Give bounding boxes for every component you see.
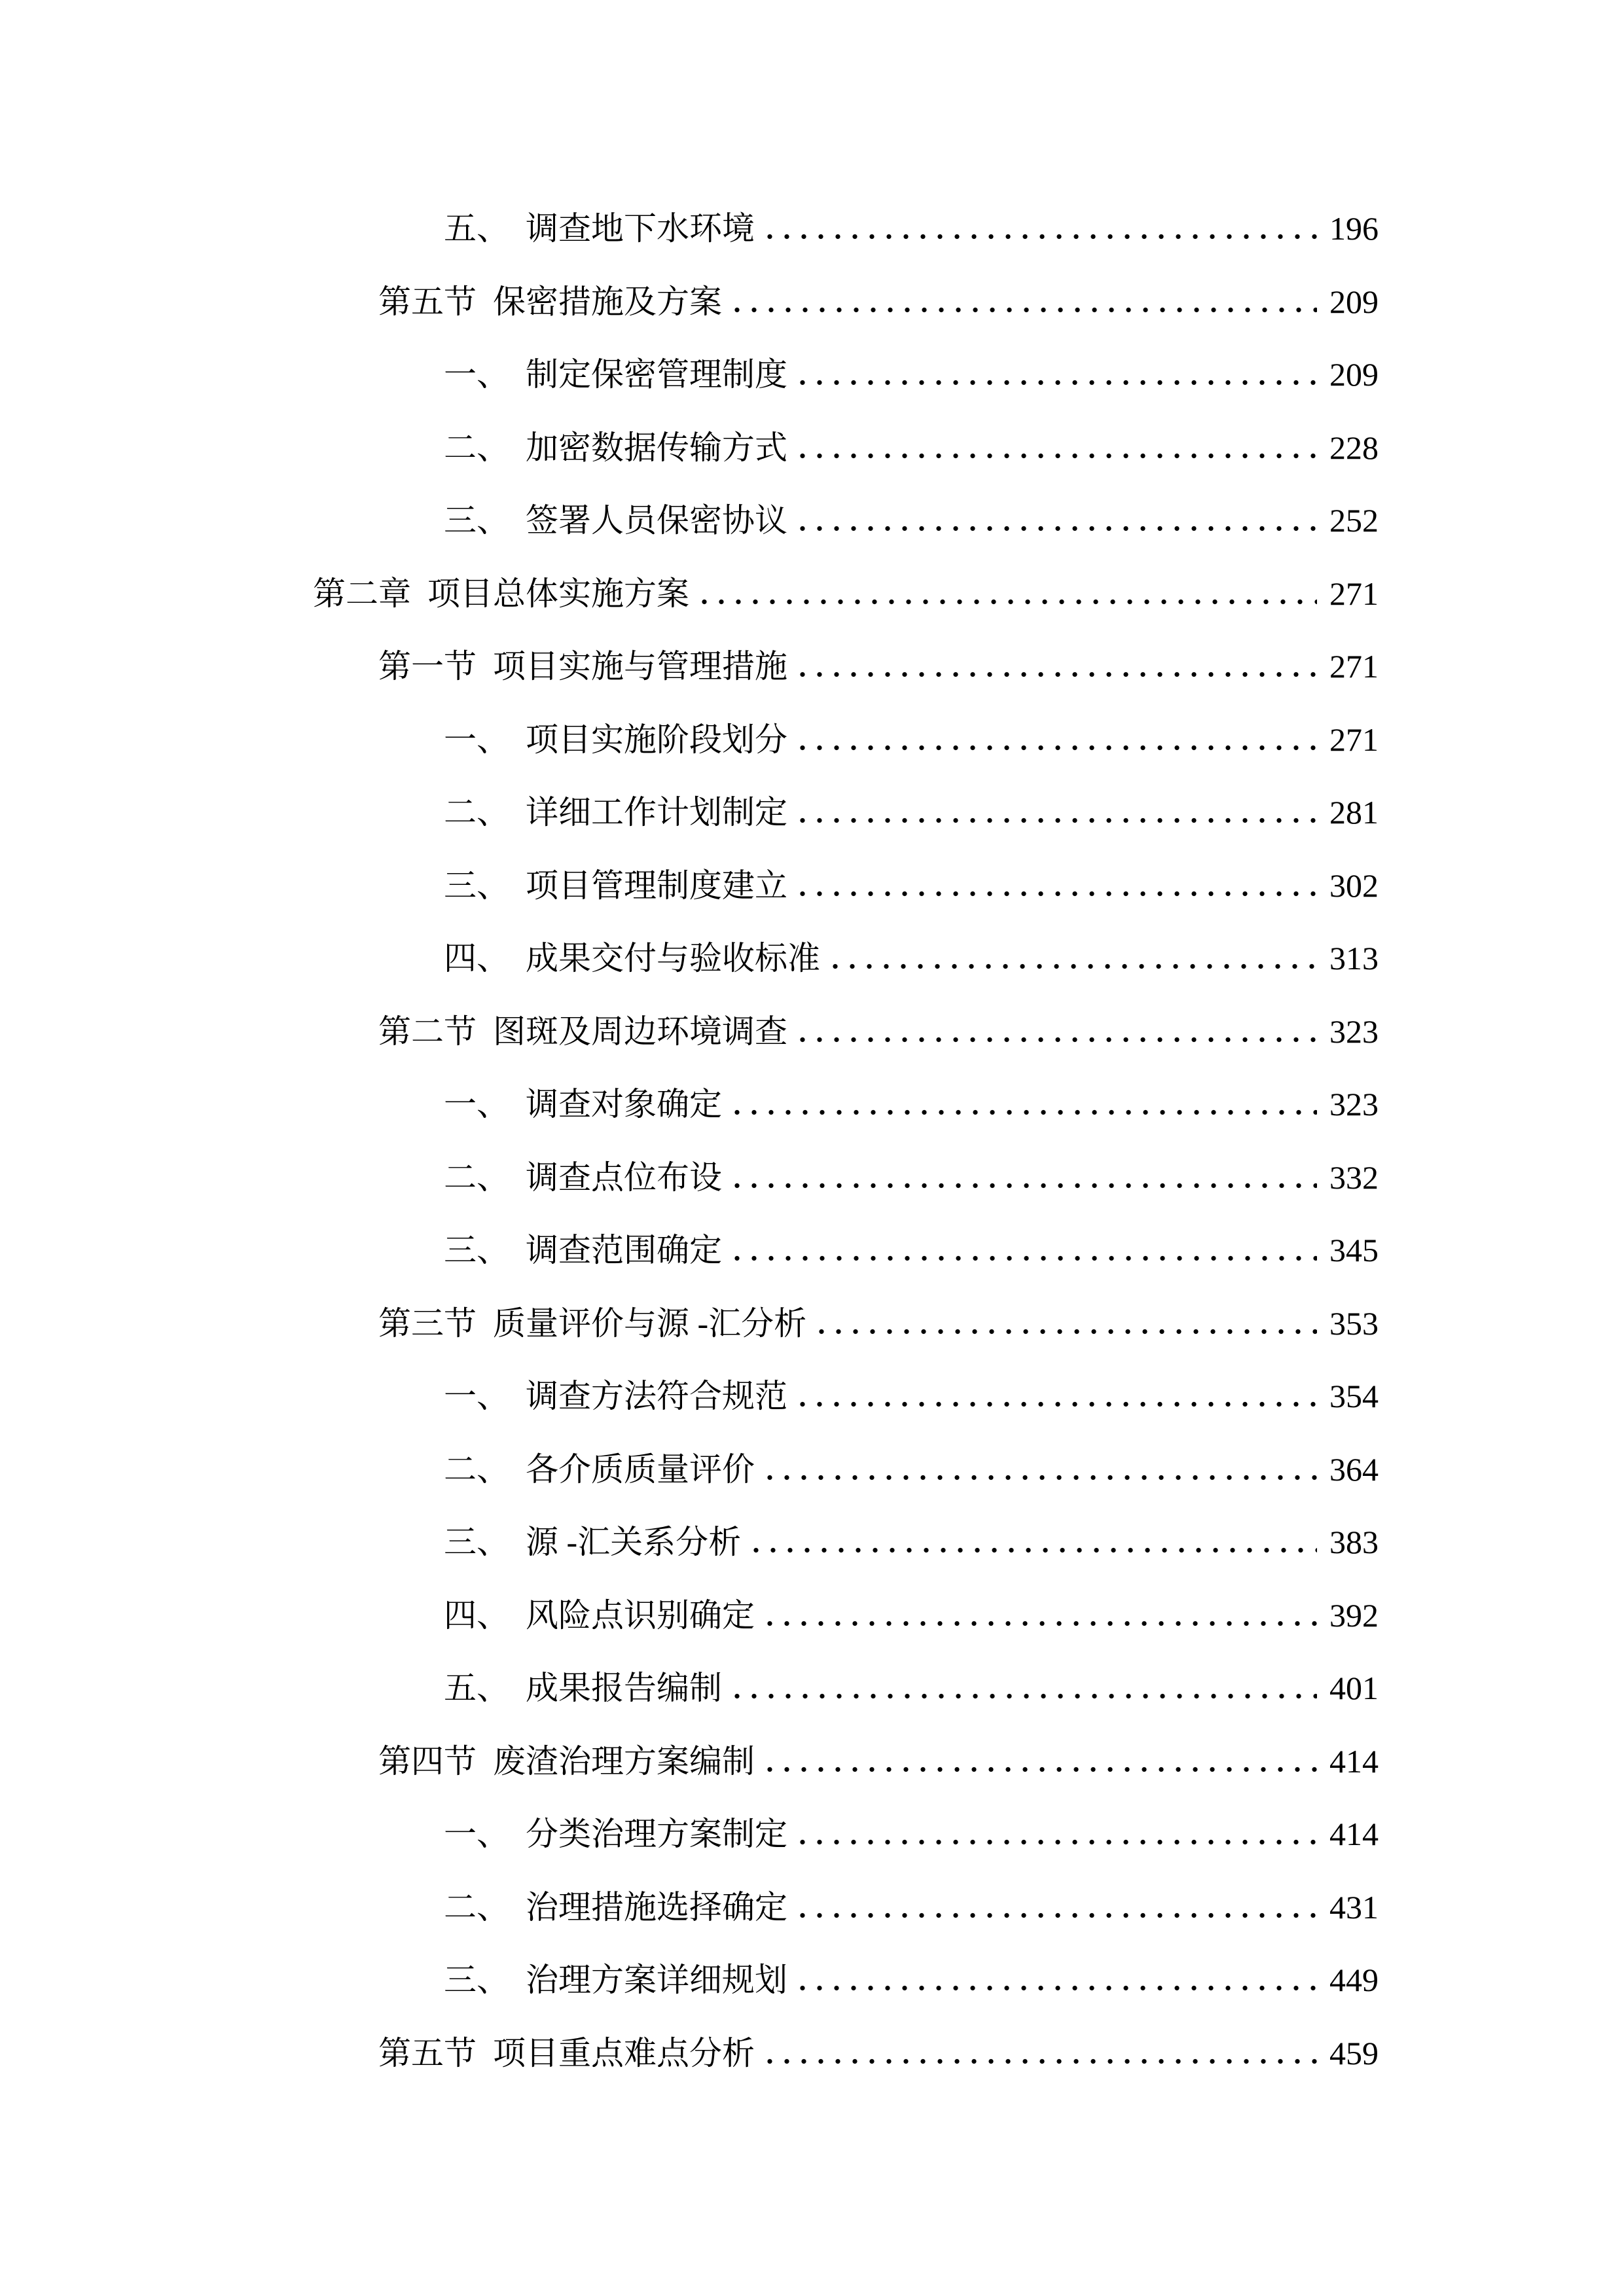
toc-entry-number: 一、 [444,1378,509,1414]
toc-entry-title: 项目实施阶段划分 [526,721,787,758]
toc-entry-number: 五、 [444,1670,509,1706]
toc-entry-title: 项目总体实施方案 [427,575,689,612]
toc-page-number: 271 [1329,721,1379,758]
toc-entry-number: 四、 [444,1596,509,1634]
toc-page-number: 323 [1329,1086,1379,1122]
toc-dot-leader [729,1109,1317,1115]
toc-entry-number: 二、 [444,794,509,831]
toc-dot-leader [794,380,1317,386]
toc-entry[interactable] [444,776,1379,850]
toc-entry-title: 风险点识别确定 [526,1596,755,1634]
toc-entry-number: 三、 [444,1524,509,1560]
toc-entry-number: 二、 [444,429,509,466]
toc-list [313,192,1379,2090]
toc-page-number: 323 [1329,1013,1379,1050]
toc-entry[interactable] [378,2017,1379,2090]
toc-page-number: 401 [1329,1670,1379,1706]
toc-entry-title: 项目实施与管理措施 [493,648,787,685]
toc-entry-title: 加密数据传输方式 [526,429,787,466]
toc-dot-leader [729,1693,1317,1699]
toc-entry-title: 制定保密管理制度 [526,356,787,393]
toc-entry[interactable] [378,996,1379,1069]
toc-entry-title: 调查地下水环境 [526,210,755,247]
toc-entry-title: 调查点位布设 [526,1158,722,1196]
toc-entry[interactable] [444,1141,1379,1215]
toc-entry-title: 项目重点难点分析 [493,2034,755,2072]
toc-page-number: 281 [1329,794,1379,831]
toc-entry[interactable] [444,338,1379,412]
toc-dot-leader [794,1401,1317,1407]
toc-entry-title: 调查范围确定 [526,1232,722,1268]
toc-entry-number: 第五节 [378,283,477,320]
toc-dot-leader [761,2058,1317,2064]
toc-dot-leader [794,672,1317,677]
toc-entry[interactable] [378,266,1379,339]
toc-entry-number: 一、 [444,1816,509,1852]
toc-entry[interactable] [313,558,1379,631]
toc-entry[interactable] [444,192,1379,266]
toc-entry-title: 调查方法符合规范 [526,1378,787,1414]
toc-entry-title: 治理方案详细规划 [526,1962,787,1998]
toc-page-number: 414 [1329,1742,1379,1780]
toc-page-number: 209 [1329,356,1379,393]
toc-entry[interactable] [444,412,1379,485]
toc-entry-number: 二、 [444,1158,509,1196]
toc-entry-number: 第三节 [378,1304,477,1342]
toc-entry[interactable] [378,630,1379,704]
toc-dot-leader [794,1839,1317,1845]
toc-entry[interactable] [444,1068,1379,1141]
toc-dot-leader [794,817,1317,823]
toc-page-number: 196 [1329,210,1379,247]
toc-entry-number: 三、 [444,502,509,539]
toc-dot-leader [761,234,1317,240]
toc-entry-number: 一、 [444,1086,509,1122]
toc-entry-number: 二、 [444,1888,509,1926]
toc-page-number: 252 [1329,502,1379,539]
toc-entry[interactable] [444,1360,1379,1433]
toc-entry[interactable] [444,1652,1379,1725]
toc-entry[interactable] [444,850,1379,923]
toc-entry-title: 图斑及周边环境调查 [493,1013,787,1050]
toc-entry-title: 调查对象确定 [526,1086,722,1122]
toc-entry[interactable] [444,1506,1379,1579]
toc-dot-leader [729,1183,1317,1189]
toc-entry-number: 第五节 [378,2034,477,2072]
toc-dot-leader [761,1767,1317,1772]
toc-page-number: 332 [1329,1158,1379,1196]
toc-dot-leader [794,1037,1317,1043]
toc-entry-title: 质量评价与源 -汇分析 [493,1304,807,1342]
toc-page-number: 209 [1329,283,1379,320]
toc-page-number: 414 [1329,1816,1379,1852]
toc-entry[interactable] [444,1871,1379,1945]
toc-page-number: 228 [1329,429,1379,466]
toc-page-number: 354 [1329,1378,1379,1414]
toc-entry-number: 一、 [444,721,509,758]
toc-page-number: 271 [1329,648,1379,685]
toc-entry-title: 成果报告编制 [526,1670,722,1706]
toc-dot-leader [729,307,1317,313]
toc-dot-leader [729,1255,1317,1261]
toc-entry[interactable] [444,484,1379,558]
toc-entry-title: 成果交付与验收标准 [526,940,820,977]
toc-entry-number: 三、 [444,1232,509,1268]
toc-entry[interactable] [444,1579,1379,1653]
toc-entry-number: 第二节 [378,1013,477,1050]
toc-dot-leader [794,526,1317,531]
toc-page-number: 449 [1329,1962,1379,1998]
toc-entry-title: 各介质质量评价 [526,1450,755,1488]
toc-page-number: 345 [1329,1232,1379,1268]
toc-entry[interactable] [444,704,1379,777]
toc-page-number: 353 [1329,1304,1379,1342]
toc-entry-number: 五、 [444,210,509,247]
toc-page-number: 313 [1329,940,1379,977]
toc-entry-number: 四、 [444,940,509,977]
toc-entry-number: 一、 [444,356,509,393]
toc-entry[interactable] [444,1214,1379,1287]
toc-dot-leader [794,453,1317,459]
toc-page-number: 459 [1329,2034,1379,2072]
toc-dot-leader [794,891,1317,897]
toc-entry[interactable] [378,1725,1379,1799]
toc-page-number: 271 [1329,575,1379,612]
toc-dot-leader [748,1547,1317,1553]
toc-page-number: 383 [1329,1524,1379,1560]
toc-page-number: 392 [1329,1596,1379,1634]
toc-entry-number: 三、 [444,867,509,904]
toc-page-number: 302 [1329,867,1379,904]
toc-dot-leader [827,963,1317,969]
toc-entry-title: 分类治理方案制定 [526,1816,787,1852]
toc-page-number: 431 [1329,1888,1379,1926]
toc-entry-title: 签署人员保密协议 [526,502,787,539]
toc-dot-leader [813,1329,1317,1335]
toc-entry[interactable] [444,1433,1379,1507]
toc-dot-leader [696,599,1317,605]
toc-entry[interactable] [444,1944,1379,2017]
toc-entry-title: 废渣治理方案编制 [493,1742,755,1780]
toc-page-number: 364 [1329,1450,1379,1488]
toc-entry[interactable] [444,922,1379,996]
toc-entry-title: 项目管理制度建立 [526,867,787,904]
toc-entry-number: 第四节 [378,1742,477,1780]
toc-entry-number: 第二章 [313,575,411,612]
toc-entry[interactable] [378,1287,1379,1361]
toc-dot-leader [794,1912,1317,1918]
toc-entry[interactable] [444,1798,1379,1871]
toc-dot-leader [794,745,1317,751]
toc-entry-title: 治理措施选择确定 [526,1888,787,1926]
toc-dot-leader [761,1475,1317,1480]
toc-entry-number: 第一节 [378,648,477,685]
toc-entry-title: 详细工作计划制定 [526,794,787,831]
toc-dot-leader [761,1621,1317,1626]
toc-dot-leader [794,1985,1317,1991]
toc-entry-number: 二、 [444,1450,509,1488]
toc-entry-title: 保密措施及方案 [493,283,722,320]
toc-entry-title: 源 -汇关系分析 [526,1524,742,1560]
toc-entry-number: 三、 [444,1962,509,1998]
